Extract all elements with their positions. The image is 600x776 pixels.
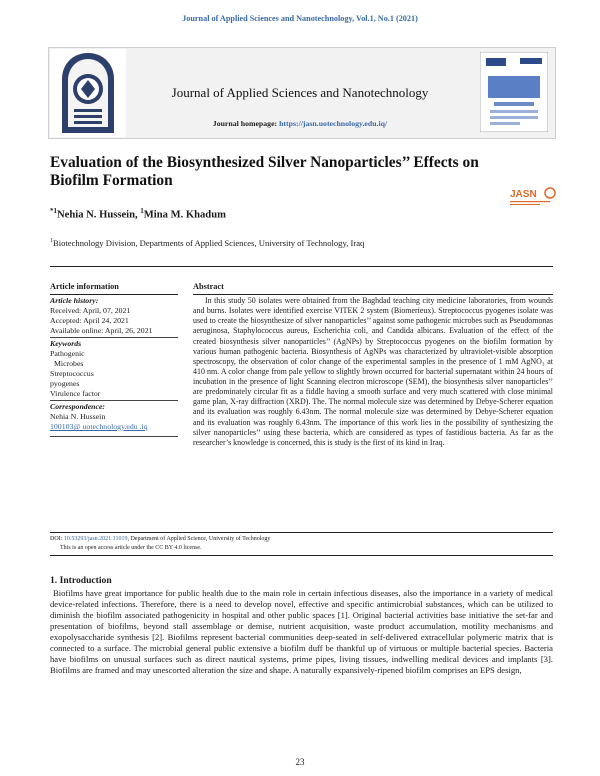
journal-citation: Journal of Applied Sciences and Nanotechnology, Vol.1, No.1 (2021) [182, 14, 418, 23]
affiliation [50, 238, 364, 248]
info-divider [50, 400, 178, 401]
license-line: This is an open access article under the CC BY 4.0 license. [60, 544, 202, 551]
keywords-label: Keywords [50, 339, 82, 348]
doi-line [50, 535, 553, 544]
online-date: Available online: April, 26, 2021 [50, 326, 153, 335]
university-logo-icon [50, 49, 126, 137]
correspondent-name: Nehia N. Hussein [50, 412, 106, 421]
info-divider [50, 337, 178, 338]
page-number: 23 [295, 757, 305, 767]
article-info-column [50, 282, 178, 438]
author-1-mark: *1 [50, 207, 57, 215]
journal-homepage [130, 119, 470, 128]
homepage-label: Journal homepage: [212, 119, 280, 128]
history-label: Article history: [50, 296, 99, 305]
author-2: Mina M. Khadum [143, 209, 226, 221]
article-title: Evaluation of the Biosynthesized Silver Nanoparticles’’ Effects on Biofilm Formation [50, 154, 479, 189]
accepted-date: Accepted: April 24, 2021 [50, 316, 129, 325]
keyword-item: Virulence factor [50, 389, 101, 398]
journal-name: Journal of Applied Sciences and Nanotechnology [171, 85, 429, 100]
badge-text: JASN [510, 189, 537, 200]
homepage-link[interactable]: https://jasn.uotechnology.edu.iq/ [279, 119, 388, 128]
info-divider [50, 436, 178, 437]
abstract-heading: Abstract [193, 282, 553, 295]
affiliation-text: Biotechnology Division, Departments of Applied Sciences, University of Technology, Iraq [53, 238, 365, 248]
affiliation-mark: 1 [50, 238, 53, 245]
doi-label: DOI: [50, 536, 64, 542]
jasn-badge-logo [508, 184, 558, 210]
author-2-mark: 1 [140, 207, 144, 215]
abstract-column [193, 282, 553, 448]
introduction-text: Biofilms have great importance for public health due to the main role in certain infectious diseases, also the importance in a variety of medical device-related infections. Therefore, there is a need to develop novel, effective and specific antimicrobial substances, which can be utilized to diminish the biofilm associated pathogenicity in hospital and other public spaces [1]. Original bacterial activities base initiative the set-far and presentation of biofilms, beyond stall assemblage or demise, nutrient acquisition, waste product accumulation, motility mechanisms and exopolysaccharide synthesis [2]. Biofilms represent bacterial communities deep-seated in self-delivered extracellular polymeric matrix that is connected to a surface. The microbial general public extensive a biofilm duff be thankful up of virtuous or multiple bacterial species. Bacteria have biofilms on unusual surfaces such as direct nautical systems, prime pipes, living tissues, indwelling medical devices and implants [3]. Biofilms are framed and may unescorted alteration the size and shape. A naturally expansively-ripened biofilm comprises an EPS design, [50, 588, 553, 675]
keyword-item: pyogenes [50, 379, 80, 388]
doi-rest: , Department of Applied Science, University of Technology [127, 536, 271, 542]
doi-link[interactable]: 10.53293/jasn.2021.11019 [63, 536, 128, 542]
journal-cover-icon [480, 52, 548, 132]
author-1: Nehia N. Hussein, [57, 209, 141, 221]
keyword-item: Pathogenic [50, 349, 85, 358]
keyword-item: Streptococcus [50, 369, 94, 378]
authors-line [50, 207, 226, 221]
correspondence-label: Correspondence: [50, 402, 106, 411]
abstract-text: In this study 50 isolates were obtained from the Baghdad teaching city medicine laboratories, from wounds and burns. Isolates were identified exercise VITEK 2 system (Biomerieux). Streptococcus pyogenes isolate was used to create the biosynthesize of silver nanoparticles’’ against some pathogenic microbes such as Pseudomonas aeruginosa, Staphylococcus aureus, Escherichia coli, and Candida albicans. Evaluation of the effect of the created biosynthesis silver nanoparticles’’ (AgNPs) by Streptococcus pyogenes on the biofilm formation by various human pathogenic bacteria. Biosynthesis of AgNPs was characterized by ultraviolet-visible absorption spectroscopy, the observation of color change of the experimental samples in the presence of 1 mM AgNO₃ at 410 nm. A color change from pale yellow to slightly brown occurred for bacterial supernatant within 24 hours of incubation in the presence of light Scanning electron microscope (SEM), the biosynthesis silver nanoparticles’’ are predominately circular fit as a fiddle having a smooth surface and very much scattered with close minimal game plan, X-ray diffraction (XRD). The. The normal molecule size was determined by Debye-Scherer equation and its evaluation was roughly 6.43nm. The normal molecule size was determined by Debye-Scherer equation and its evaluation was roughly 6.43nm. The importance of this work lies in the possibility of synthesizing the silver nanoparticles’’ using these bacteria, which are considered as types of fastidious bacteria. As far as the researcher’s knowledge is concerned, this is study is the first of its kind in Iraq. [193, 296, 553, 447]
introduction-heading: 1. Introduction [50, 575, 112, 586]
article-info-heading: Article information [50, 282, 178, 295]
doi-license-box [50, 532, 553, 552]
section-divider [50, 266, 553, 267]
correspondent-email-link[interactable]: 100103@ uotechnology.edu .iq [50, 422, 148, 431]
received-date: Received: April, 07, 2021 [50, 306, 131, 315]
section-divider [50, 555, 553, 556]
keyword-item: Microbes [54, 359, 84, 368]
